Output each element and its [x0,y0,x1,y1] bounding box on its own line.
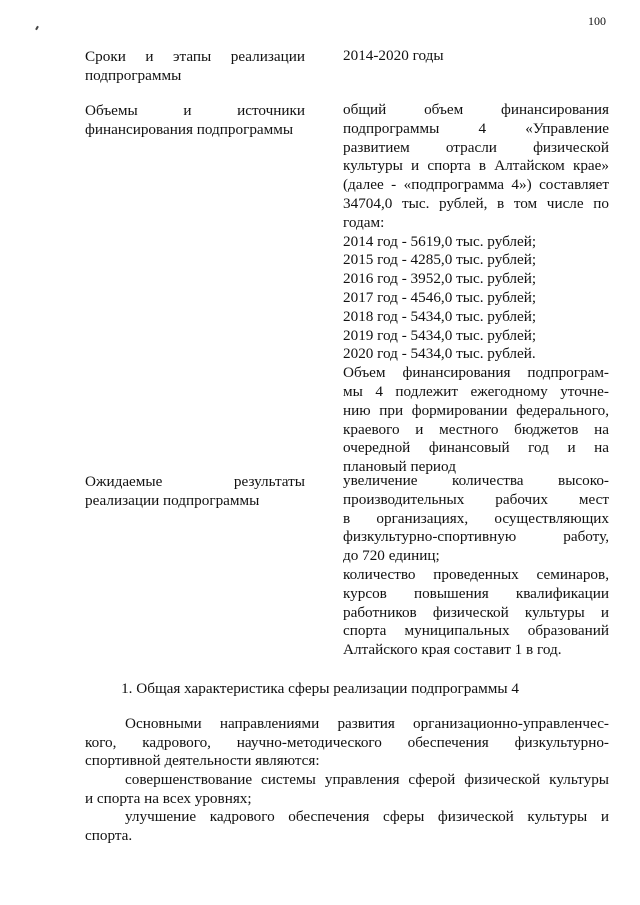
paragraph [85,771,609,808]
value-line: плановый период [343,458,456,476]
paragraph-line: Основными направлениями развития организационно-управленчес- [125,715,609,732]
row-label [85,472,305,510]
value-line: очередной финансовый год и на [343,439,609,457]
label-line: Объемы и источники [85,102,305,119]
label-line: финансирования подпрограммы [85,121,294,138]
value-line: в организациях, осуществляющих [343,509,609,527]
value-line: увеличение количества высоко- [343,472,609,489]
value-line: спорта муниципальных образований [343,622,609,640]
value-line: производительных рабочих мест [343,490,609,508]
value-line: количество проведенных семинаров, [343,565,609,583]
label-line: Ожидаемые результаты [85,473,305,490]
value-line: Алтайского края составит 1 в год. [343,641,562,659]
value-line: нию при формировании федерального, [343,401,609,419]
row-label [85,47,305,85]
paragraph-line: совершенствование системы управления сферой физической культуры [125,771,609,788]
row-value [343,47,609,66]
row-value [343,101,609,477]
value-line: развитием отрасли физической [343,138,609,156]
value-line: до 720 единиц; [343,547,440,565]
paragraph-line: спортивной деятельности являются: [85,752,320,770]
value-line: годам: [343,213,385,231]
row-label [85,101,305,139]
value-line: 2014-2020 годы [343,47,444,64]
label-line: подпрограммы [85,67,182,84]
label-line: реализации подпрограммы [85,492,260,509]
value-line: курсов повышения квалификации [343,584,609,602]
value-line: подпрограммы 4 «Управление [343,119,609,137]
value-line: 2016 год - 3952,0 тыс. рублей; [343,270,537,288]
value-line: мы 4 подлежит ежегодному уточне- [343,382,609,400]
value-line: (далее - «подпрограмма 4») составляет [343,176,609,194]
paragraph-line: кого, кадрового, научно-методического обеспечения физкультурно- [85,733,609,751]
value-line: работников физической культуры и [343,603,609,621]
paragraph [85,808,609,845]
paragraph-line: и спорта на всех уровнях; [85,789,252,807]
value-line: культуры и спорта в Алтайском крае» [343,157,609,175]
value-line: общий объем финансирования [343,101,609,118]
row-value [343,472,609,660]
value-line: 2018 год - 5434,0 тыс. рублей; [343,307,537,325]
value-line: физкультурно-спортивную работу, [343,528,609,546]
margin-mark [35,26,39,30]
value-line: 2015 год - 4285,0 тыс. рублей; [343,251,537,269]
value-line: 34704,0 тыс. рублей, в том числе по [343,194,609,212]
paragraph-line: улучшение кадрового обеспечения сферы физической культуры и [125,808,609,825]
value-line: Объем финансирования подпрограм- [343,364,609,382]
label-line: Сроки и этапы реализации [85,48,305,65]
paragraph-line: спорта. [85,826,133,844]
value-line: 2017 год - 4546,0 тыс. рублей; [343,288,537,306]
value-line: краевого и местного бюджетов на [343,420,609,438]
value-line: 2014 год - 5619,0 тыс. рублей; [343,232,537,250]
value-line: 2020 год - 5434,0 тыс. рублей. [343,345,536,363]
paragraph [85,715,609,771]
page-number: 100 [588,14,606,28]
value-line: 2019 год - 5434,0 тыс. рублей; [343,326,537,344]
section-heading: 1. Общая характеристика сферы реализации подпрограммы 4 [121,680,519,697]
